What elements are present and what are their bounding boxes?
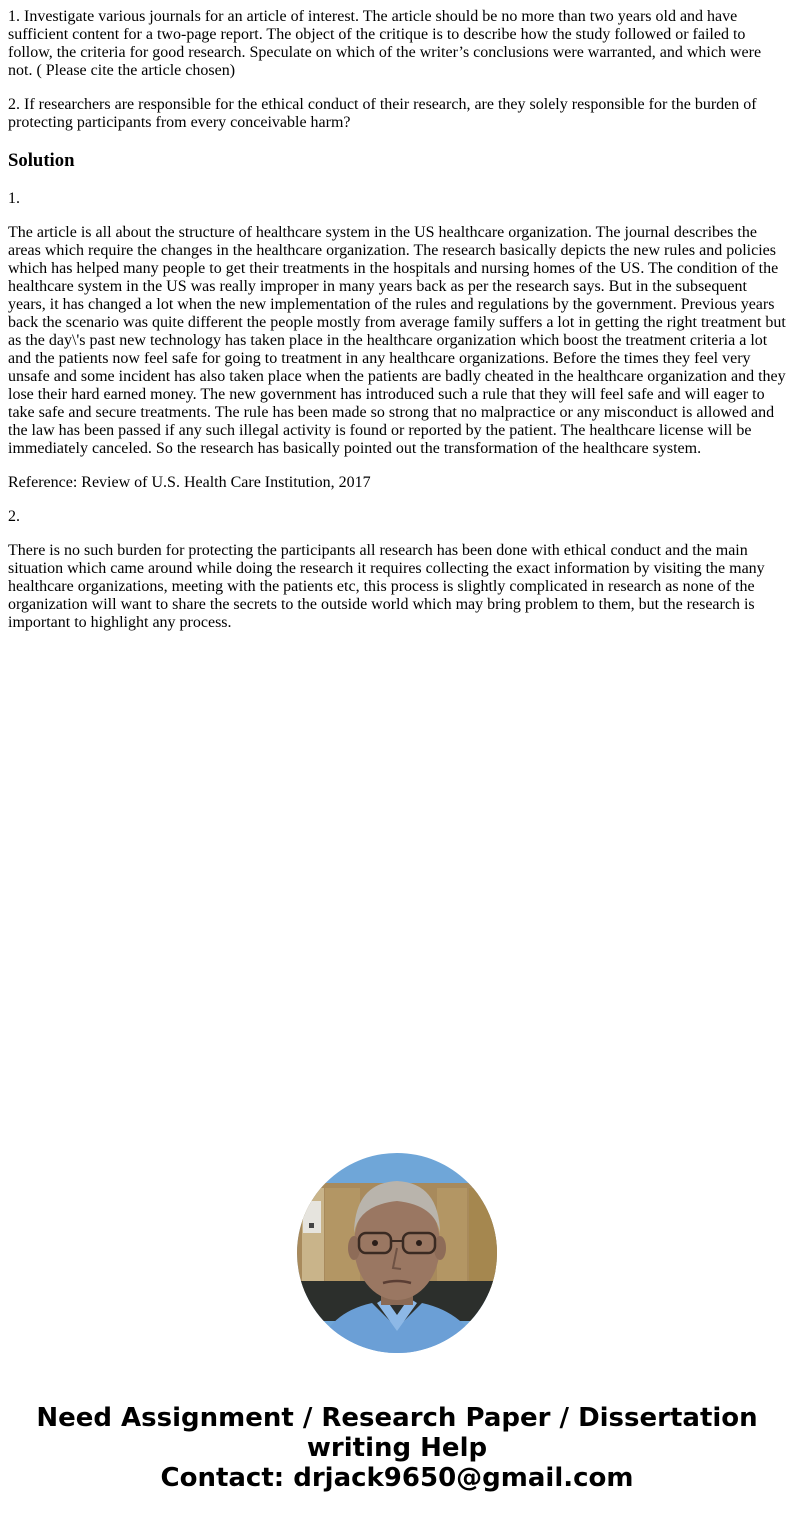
question-1: 1. Investigate various journals for an article of interest. The article should be no more than two years old and have sufficient content for a two-page report. The object of the critique is to describe how the study followed or failed to follow, the criteria for good research. Speculate on which of the writer’s conclusions were warranted, and which were not. ( Please cite the article chosen) [8,8,762,79]
promo-banner [0,1403,794,1493]
promo-line-2: writing Help [306,1433,488,1463]
promo-line-1: Need Assignment / Research Paper / Dissertation [36,1403,758,1433]
solution-heading: Solution [8,150,75,171]
question-2: 2. If researchers are responsible for the ethical conduct of their research, are they solely responsible for the burden of protecting participants from every conceivable harm? [8,96,757,131]
portrait-image [297,1153,497,1353]
answer-2-number: 2. [8,508,20,525]
answer-1-number: 1. [8,190,20,207]
author-avatar [297,1153,497,1353]
answer-1-body: The article is all about the structure of healthcare system in the US healthcare organization. The journal describes the areas which require the changes in the healthcare organization. The research basically depicts the new rules and policies which has helped many people to get their treatments in the hospitals and nursing homes of the US. The condition of the healthcare system in the US was really improper in many years back as per the research says. But in the subsequent years, it has changed a lot when the new implementation of the rules and regulations by the government. Previous years back the scenario was quite different the people mostly from average family suffers a lot in getting the right treatment but as the day\'s past new technology has taken place in the healthcare organization which boost the treatment criteria a lot and the patients now feel safe for going to treatment in any healthcare organizations. Before the times they feel very unsafe and some incident has also taken place when the patients are badly cheated in the healthcare organization and they lose their hard earned money. The new government has introduced such a rule that they will feel safe and will eager to take safe and secure treatments. The rule has been made so strong that no malpractice or any misconduct is allowed and the law has been passed if any such illegal activity is found or reported by the patient. The healthcare license will be immediately canceled. So the research has basically pointed out the transformation of the healthcare system. [8,224,786,457]
answer-2-body: There is no such burden for protecting the participants all research has been done with ethical conduct and the main situation which came around while doing the research it requires collecting the exact information by visiting the many healthcare organizations, meeting with the patients etc, this process is slightly complicated in research as none of the organization will want to share the secrets to the outside world which may bring problem to them, but the research is important to highlight any process. [8,542,765,631]
promo-contact: Contact: drjack9650@gmail.com [160,1463,634,1493]
answer-1-reference: Reference: Review of U.S. Health Care Institution, 2017 [8,474,371,491]
document-body [8,8,788,648]
